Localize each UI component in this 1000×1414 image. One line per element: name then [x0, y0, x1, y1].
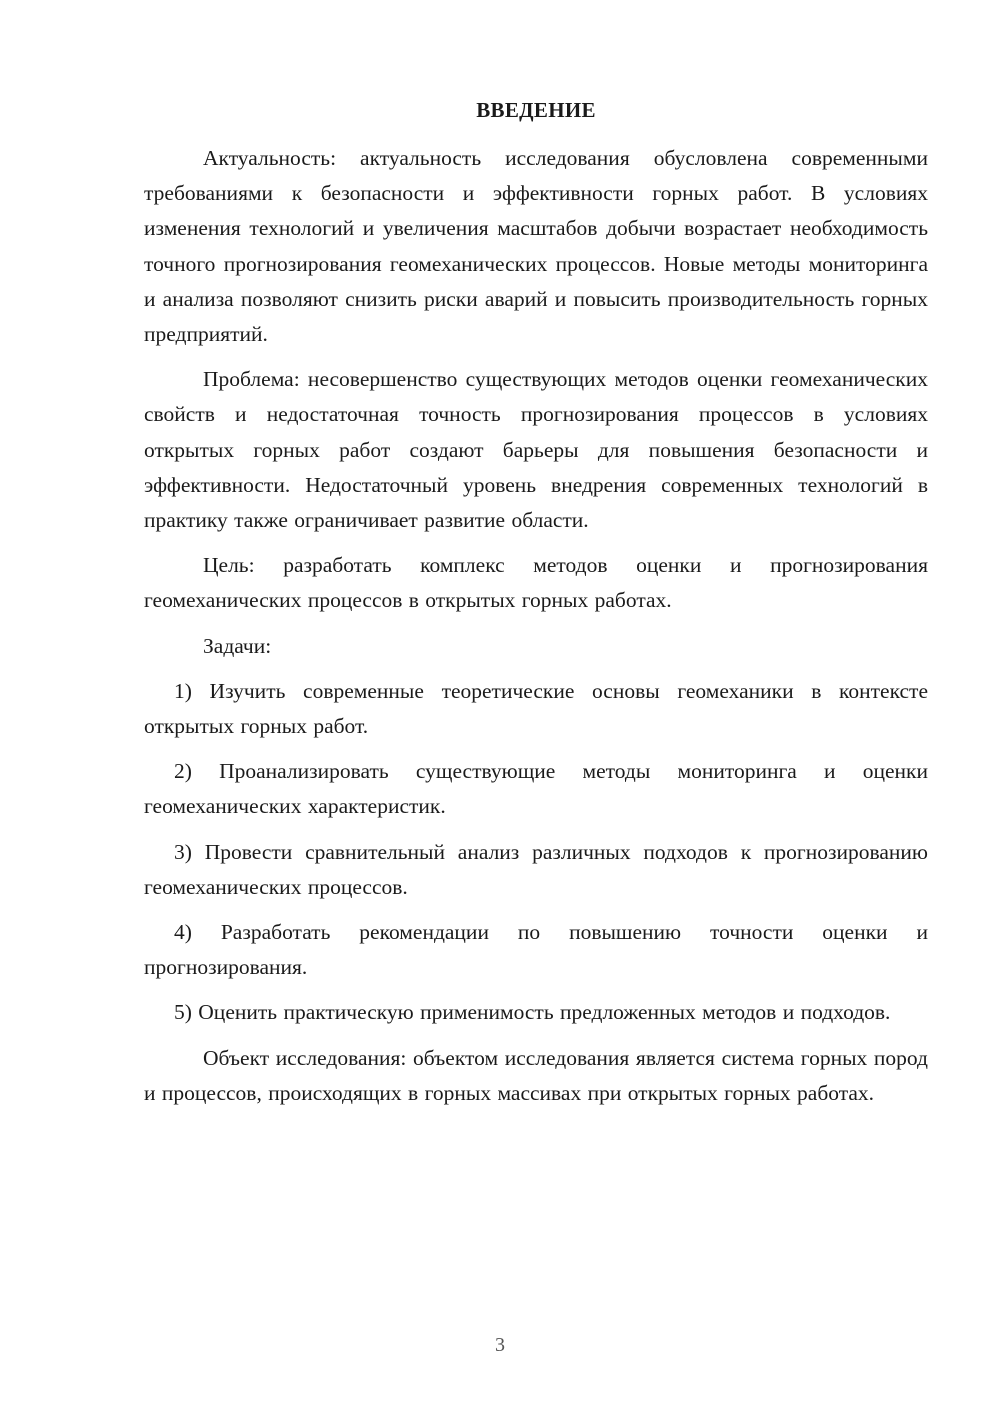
paragraph-goal: Цель: разработать комплекс методов оценки и прогнозирования геомеханических процессов в открытых горных работах. — [144, 553, 928, 613]
task-item-2: 2) Проанализировать существующие методы мониторинга и оценки геомеханических характеристик. — [144, 759, 928, 819]
task-item-1: 1) Изучить современные теоретические основы геомеханики в контексте открытых горных работ. — [144, 678, 928, 739]
task-item-5: 5) Оценить практическую применимость предложенных методов и подходов. — [174, 1000, 891, 1025]
paragraph-tasks-heading: Задачи: — [203, 633, 272, 658]
page-content — [144, 92, 928, 1121]
section-title: ВВЕДЕНИЕ — [476, 98, 596, 122]
task-item-3: 3) Провести сравнительный анализ различных подходов к прогнозированию геомеханических процессов. — [144, 839, 928, 899]
paragraph-problem: Проблема: несовершенство существующих методов оценки геомеханических свойств и недостаточная точность прогнозирования процессов в условиях открытых горных работ создают барьеры для повышения безопасности и эффективности. Недостаточный уровень внедрения современных технологий в практику также ограничивает развитие области. — [144, 367, 928, 533]
page-number: 3 — [495, 1334, 505, 1356]
paragraph-object: Объект исследования: объектом исследования является система горных пород и процессов, происходящих в горных массивах при открытых горных работах. — [144, 1045, 928, 1105]
paragraph-relevance: Актуальность: актуальность исследования обусловлена современными требованиями к безопасности и эффективности горных работ. В условиях изменения технологий и увеличения масштабов добычи возрастает необходимость точного прогнозирования геомеханических процессов. Новые методы мониторинга и анализа позволяют снизить риски аварий и повысить производительность горных предприятий. — [144, 146, 928, 347]
task-item-4: 4) Разработать рекомендации по повышению точности оценки и прогнозирования. — [144, 920, 928, 980]
